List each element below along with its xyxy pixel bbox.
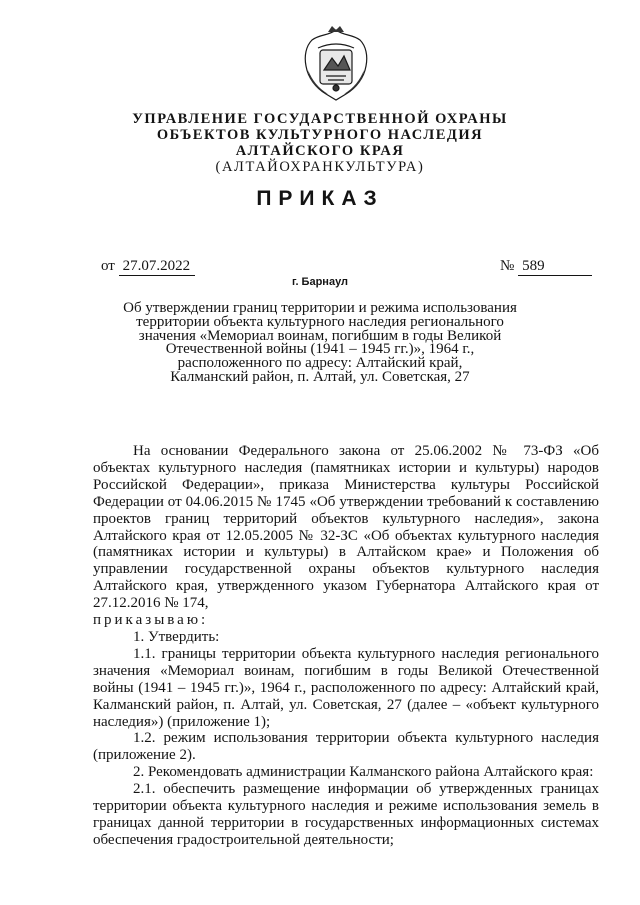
organization-name-line-1: УПРАВЛЕНИЕ ГОСУДАРСТВЕННОЙ ОХРАНЫ [132, 111, 508, 127]
clause-1-2: 1.2. режим использования территории объекта культурного наследия (приложение 2). [93, 730, 599, 764]
subject-line: расположенного по адресу: Алтайский край, [177, 355, 463, 372]
organization-abbreviation: (АЛТАЙОХРАНКУЛЬТУРА) [215, 159, 425, 175]
clause-1-1: 1.1. границы территории объекта культурного наследия регионального значения «Мемориал воинам, погибшим в годы Великой Отечественной войны (1941 – 1945 гг.)», 1964 г., расположенного по адресу: Алтайский край, Калманский район, п. Алтай, ул. Советская, 27 (далее – «объект культурного наследия») (приложение 1); [93, 645, 599, 730]
organization-name-line-2: ОБЪЕКТОВ КУЛЬТУРНОГО НАСЛЕДИЯ [156, 127, 484, 143]
number-value: 589 [518, 258, 592, 276]
order-word: приказываю: [93, 612, 209, 629]
document-title: ПРИКАЗ [256, 187, 384, 210]
subject-line: значения «Мемориал воинам, погибшим в годы Великой [138, 327, 502, 344]
city: г. Барнаул [291, 276, 349, 288]
subject-line: Отечественной войны (1941 – 1945 гг.)», 1964 г., [165, 341, 475, 358]
order-subject [100, 302, 540, 385]
preamble-paragraph: На основании Федерального закона от 25.06.2002 № 73-ФЗ «Об объектах культурного наследия (памятниках истории и культуры) народов Российской Федерации», приказа Министерства культуры Российской Федерации от 04.06.2015 № 1745 «Об утверждении требований к составлению проектов границ территорий объектов культурного наследия», закона Алтайского края от 12.05.2005 № 32-ЗС «Об объектах культурного наследия (памятниках истории и культуры) в Алтайском крае» и Положения об управлении государственной охраны объектов культурного наследия Алтайского края, утвержденного указом Губернатора Алтайского края от 27.12.2016 № 174, [93, 443, 599, 612]
order-number [500, 258, 592, 276]
subject-line: Об утверждении границ территории и режима использования [123, 300, 517, 316]
date-prefix: от [101, 258, 115, 274]
altai-coat-of-arms-emblem [298, 26, 374, 106]
organization-name-line-3: АЛТАЙСКОГО КРАЯ [235, 143, 405, 159]
date-value: 27.07.2022 [119, 258, 195, 276]
order-body [93, 443, 599, 849]
order-date [101, 258, 195, 276]
clause-2-1: 2.1. обеспечить размещение информации об утвержденных границах территории объекта культурного наследия и режиме использования земель в границах данной территории в государственных информационных системах обеспечения градостроительной деятельности; [93, 781, 599, 848]
clause-2: 2. Рекомендовать администрации Калманского района Алтайского края: [133, 764, 594, 781]
clause-1: 1. Утвердить: [133, 628, 220, 645]
subject-line: территории объекта культурного наследия регионального [136, 313, 504, 330]
number-prefix: № [500, 258, 515, 274]
subject-line: Калманский район, п. Алтай, ул. Советская, 27 [170, 368, 470, 385]
